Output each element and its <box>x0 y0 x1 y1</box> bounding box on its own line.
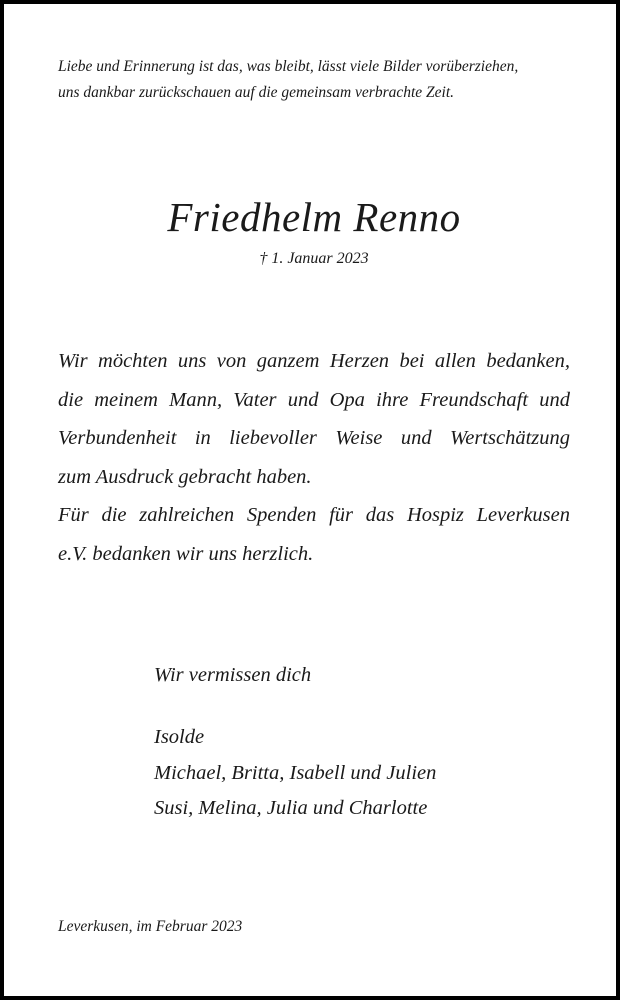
place-and-date: Leverkusen, im Februar 2023 <box>58 918 243 935</box>
miss-you-line: Wir vermissen dich <box>154 664 312 686</box>
thanks-line-1: Wir möchten uns von ganzem Herzen bei allen bedanken, <box>58 350 570 372</box>
quote-line-2: uns dankbar zurückschauen auf die gemeinsam verbrachte Zeit. <box>58 84 455 101</box>
family-line-2: Michael, Britta, Isabell und Julien <box>154 761 437 784</box>
memorial-quote <box>58 54 578 106</box>
thanks-line-4: zum Ausdruck gebracht haben. <box>58 465 312 488</box>
thanks-line-2: die meinem Mann, Vater und Opa ihre Freundschaft und <box>58 388 570 411</box>
thanks-line-5: Für die zahlreichen Spenden für das Hospiz Leverkusen <box>58 504 570 526</box>
family-signatures <box>154 720 436 827</box>
deceased-name: Friedhelm Renno <box>167 194 461 240</box>
family-line-1: Isolde <box>154 726 205 748</box>
thanks-text <box>58 342 570 573</box>
thanks-line-3: Verbundenheit in liebevoller Weise und Wertschätzung <box>58 427 570 449</box>
quote-line-1: Liebe und Erinnerung ist das, was bleibt, lässt viele Bilder vorüberziehen, <box>58 58 519 75</box>
death-date: † 1. Januar 2023 <box>259 250 369 267</box>
thanks-line-6: e.V. bedanken wir uns herzlich. <box>58 542 314 565</box>
family-line-3: Susi, Melina, Julia und Charlotte <box>154 797 428 819</box>
